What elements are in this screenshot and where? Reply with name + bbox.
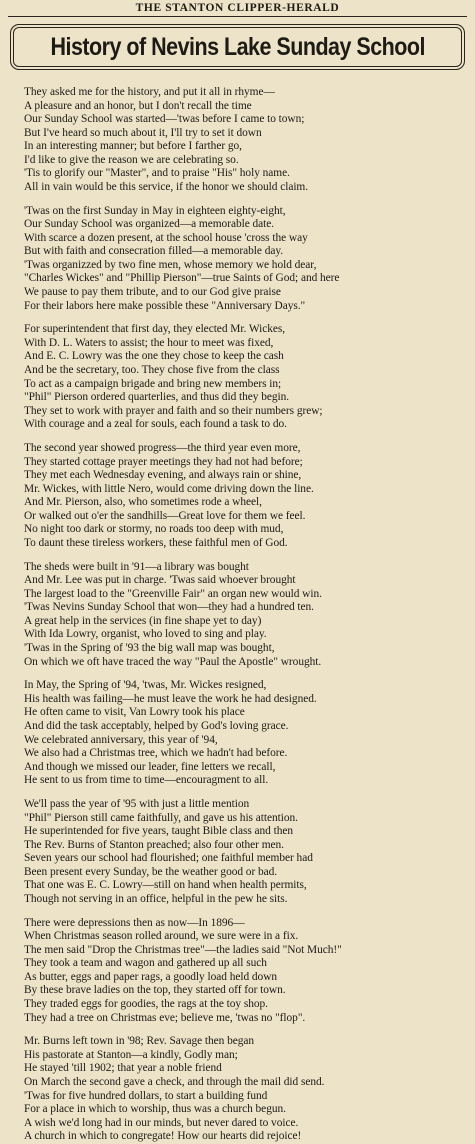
poem-line: He often came to visit, Van Lowry took his place <box>24 706 245 719</box>
poem-line: They met each Wednesday evening, and always rain or shine, <box>24 469 302 482</box>
poem-line: To act as a campaign brigade and bring new members in; <box>24 377 282 390</box>
poem-line: By these brave ladies on the top, they started off for town. <box>24 984 286 997</box>
poem-line: He sent to us from time to time—encouragment to all. <box>24 774 269 787</box>
poem-line: We celebrated anniversary, this year of '94, <box>24 733 218 746</box>
poem-line: The second year showed progress—the third year even more, <box>24 442 301 455</box>
poem-line: 'Tis to glorify our "Master", and to praise "His" holy name. <box>24 167 290 180</box>
poem-line: I'd like to give the reason we are celebrating so. <box>24 153 239 166</box>
poem-line: And be the secretary, too. They chose five from the class <box>24 363 280 376</box>
poem-line: There were depressions then as now—In 1896— <box>24 916 245 929</box>
poem-line: For a place in which to worship, thus was a church begun. <box>24 1103 286 1116</box>
poem-line: They had a tree on Christmas eve; believe me, 'twas no "flop". <box>24 1011 306 1024</box>
poem-line: "Phil" Pierson still came faithfully, and gave us his attention. <box>24 811 298 824</box>
poem-line: With scarce a dozen present, at the school house 'cross the way <box>24 231 308 244</box>
poem-line: His pastorate at Stanton—a kindly, Godly man; <box>24 1048 238 1061</box>
poem-line: A pleasure and an honor, but I don't recall the time <box>24 99 252 112</box>
poem-line: They started cottage prayer meetings they had not had before; <box>24 455 303 468</box>
poem-line: A wish we'd long had in our minds, but never dared to voice. <box>24 1116 299 1129</box>
poem-line: We also had a Christmas tree, which we hadn't had before. <box>24 747 288 760</box>
poem-line: We'll pass the year of '95 with just a little mention <box>24 798 250 811</box>
masthead-rule <box>8 16 467 17</box>
poem-line: As butter, eggs and paper rags, a goodly load held down <box>24 970 278 983</box>
poem-line: And did the task acceptably, helped by God's loving grace. <box>24 720 289 732</box>
poem-line: And Mr. Pierson, also, who sometimes rode a wheel, <box>24 496 262 509</box>
stanza-4 <box>24 442 463 550</box>
poem-line: "Phil" Pierson ordered quarterlies, and thus did they begin. <box>24 391 290 404</box>
poem-line: The men said "Drop the Christmas tree"—the ladies said "Not Much!" <box>24 943 342 956</box>
poem-line: And though we missed our leader, fine letters we recall, <box>24 760 276 773</box>
poem-line: Mr. Wickes, with little Nero, would come driving down the line. <box>24 482 314 495</box>
poem-line: No night too dark or stormy, no roads too deep with mud, <box>24 523 284 536</box>
poem-line: For superintendent that first day, they elected Mr. Wickes, <box>24 323 286 336</box>
poem-line: With Ida Lowry, organist, who loved to sing and play. <box>24 628 267 641</box>
stanza-6 <box>24 679 463 787</box>
article-title: History of Nevins Lake Sunday School <box>50 32 425 61</box>
poem-line: On which we oft have traced the way "Paul the Apostle" wrought. <box>24 655 322 668</box>
poem-line: With D. L. Waters to assist; the hour to meet was fixed, <box>24 336 274 349</box>
stanza-1 <box>24 86 463 194</box>
poem-line: Or walked out o'er the sandhills—Great love for them we feel. <box>24 509 306 522</box>
poem-line: In May, the Spring of '94, 'twas, Mr. Wickes resigned, <box>24 679 267 692</box>
poem-line: The sheds were built in '91—a library was bought <box>24 560 249 573</box>
stanza-9 <box>24 1035 463 1143</box>
poem-line: 'Twas Nevins Sunday School that won—they had a hundred ten. <box>24 601 314 614</box>
poem-line: 'Twas for five hundred dollars, to start a building fund <box>24 1089 268 1102</box>
poem-line: 'Twas on the first Sunday in May in eighteen eighty-eight, <box>24 204 286 217</box>
poem-line: The Rev. Burns of Stanton preached; also four other men. <box>24 838 284 851</box>
poem-line: Seven years our school had flourished; one faithful member had <box>24 852 313 865</box>
poem-line: We pause to pay them tribute, and to our God give praise <box>24 285 281 298</box>
stanza-3 <box>24 323 463 431</box>
poem-line: They asked me for the history, and put it all in rhyme— <box>24 86 275 98</box>
poem-line: And E. C. Lowry was the one they chose to keep the cash <box>24 350 284 363</box>
poem-line: Our Sunday School was started—'twas before I came to town; <box>24 113 305 126</box>
masthead: THE STANTON CLIPPER-HERALD <box>135 2 340 14</box>
poem-line: To daunt these tireless workers, these faithful men of God. <box>24 536 288 549</box>
poem-line: Our Sunday School was organized—a memorable date. <box>24 218 275 231</box>
poem-line: The largest load to the "Greenville Fair" an organ new would win. <box>24 587 322 600</box>
stanza-2 <box>24 205 463 313</box>
poem-line: That one was E. C. Lowry—still on hand when health permits, <box>24 879 307 892</box>
poem-line: 'Twas organizzed by two fine men, whose memory we hold dear, <box>24 258 317 271</box>
poem-line: They took a team and wagon and gathered up all such <box>24 957 267 970</box>
poem-line: But with faith and consecration filled—a memorable day. <box>24 245 284 258</box>
stanza-5 <box>24 561 463 669</box>
poem-line: 'Twas in the Spring of '93 the big wall map was bought, <box>24 641 275 654</box>
poem-line: His health was failing—he must leave the work he had designed. <box>24 692 317 705</box>
poem-line: For their labors here make possible these "Anniversary Days." <box>24 299 306 312</box>
stanza-7 <box>24 798 463 906</box>
title-box <box>10 24 465 70</box>
poem-body <box>8 86 467 1144</box>
stanza-8 <box>24 917 463 1025</box>
poem-line: With courage and a zeal for souls, each found a task to do. <box>24 418 287 431</box>
poem-line: They set to work with prayer and faith and so their numbers grew; <box>24 404 323 417</box>
poem-line: In an interesting manner; but before I farther go, <box>24 140 242 153</box>
poem-line: They traded eggs for goodies, the rags at the toy shop. <box>24 997 268 1010</box>
poem-line: Mr. Burns left town in '98; Rev. Savage then began <box>24 1035 255 1048</box>
poem-line: All in vain would be this service, if the honor we should claim. <box>24 180 309 193</box>
poem-line: He superintended for five years, taught Bible class and then <box>24 825 294 838</box>
poem-line: On March the second gave a check, and through the mail did send. <box>24 1076 325 1089</box>
poem-line: He stayed 'till 1902; that year a noble friend <box>24 1062 222 1075</box>
poem-line: When Christmas season rolled around, we sure were in a fix. <box>24 930 299 943</box>
poem-line: But I've heard so much about it, I'll try to set it down <box>24 126 262 139</box>
poem-line: Been present every Sunday, be the weather good or bad. <box>24 865 278 878</box>
poem-line: Though not serving in an office, helpful in the pew he sits. <box>24 892 288 905</box>
poem-line: A great help in the services (in fine shape yet to day) <box>24 614 262 627</box>
poem-line: A church in which to congregate! How our hearts did rejoice! <box>24 1130 302 1143</box>
poem-line: "Charles Wickes" and "Phillip Pierson"—true Saints of God; and here <box>24 272 340 285</box>
poem-line: And Mr. Lee was put in charge. 'Twas said whoever brought <box>24 574 296 587</box>
